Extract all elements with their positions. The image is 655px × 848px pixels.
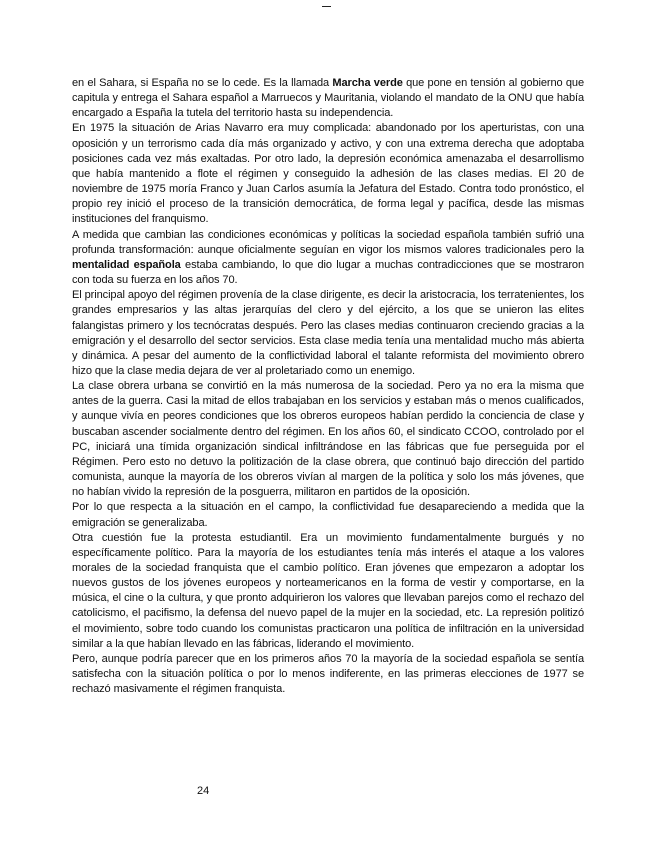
paragraph-text: En 1975 la situación de Arias Navarro era muy complicada: abandonado por los aperturistas, con una oposición y un terrorismo cada día más organizado y activo, y con una extrema derecha que adoptaba posiciones cada vez más exaltadas. Por otro lado, la depresión económica amenazaba el desarrollismo que había mantenido a flote el régimen y conseguido la adhesión de las clases medias. El 20 de noviembre de 1975 moría Franco y Juan Carlos asumía la Jefatura del Estado. Contra todo pronóstico, el propio rey inició el proceso de la transición democrática, de forma legal y pacífica, desde las mismas instituciones del franquismo. [72, 122, 584, 226]
paragraph-marcha-verde [72, 76, 584, 121]
paragraph-clase-obrera [72, 379, 584, 500]
paragraph-clase-dirigente [72, 288, 584, 379]
paragraph-sociedad-transformacion [72, 228, 584, 289]
page-number: 24 [197, 785, 210, 797]
paragraph-text: La clase obrera urbana se convirtió en la más numerosa de la sociedad. Pero ya no era la misma que antes de la guerra. Casi la mitad de ellos trabajaban en los servicios y estaban más o menos cualificados, y aunque vivía en peores condiciones que los obreros europeos habían perdido la conciencia de clase y buscaban ascender socialmente dentro del régimen. En los años 60, el sindicato CCOO, controlado por el PC, iniciará una tímida organización sindical infiltrándose en las fábricas que fue perseguida por el Régimen. Pero esto no detuvo la politización de la clase obrera, que continuó bajo dirección del partido comunista, aunque la mayoría de los obreros vivían al margen de la política y solo los más jóvenes, que no habían vivido la represión de la posguerra, militaron en partidos de la oposición. [72, 380, 584, 499]
paragraph-text: estaba cambiando, lo que dio lugar a muchas contradicciones que se mostraron con toda su fuerza en los años 70. [72, 258, 584, 287]
paragraph-text: Pero, aunque podría parecer que en los primeros años 70 la mayoría de la sociedad española se sentía satisfecha con la situación política o por lo menos indiferente, en las primeras elecciones de 1977 se rechazó masivamente el régimen franquista. [72, 652, 584, 696]
paragraph-protesta-estudiantil [72, 531, 584, 652]
paragraph-1975-arias-navarro [72, 121, 584, 227]
paragraph-text: Por lo que respecta a la situación en el campo, la conflictividad fue desapareciendo a medida que la emigración se generalizaba. [72, 501, 584, 529]
paragraph-campo [72, 500, 584, 530]
paragraph-text: Otra cuestión fue la protesta estudiantil. Era un movimiento fundamentalmente burgués y no específicamente político. Para la mayoría de los estudiantes tenía más interés el ataque a los valores morales de la sociedad franquista que el cambio político. Eran jóvenes que empezaron a adoptar los nuevos gustos de los jóvenes europeos y norteamericanos en la forma de vestir y comportarse, en la música, el cine o la cultura, y que pronto adquirieron los valores que llevaban parejos como el rechazo del catolicismo, el pacifismo, la defensa del nuevo papel de la mujer en la sociedad, etc. La represión politizó el movimiento, sobre todo cuando los comunistas practicaron una política de infiltración en la universidad similar a la que habían llevado en las fábricas, liderando el movimiento. [72, 531, 584, 650]
page-top-mark [322, 6, 331, 7]
paragraph-text: en el Sahara, si España no se lo cede. Es la llamada [72, 77, 333, 89]
bold-term-mentalidad-espanola: mentalidad española [72, 258, 181, 271]
paragraph-text: El principal apoyo del régimen provenía de la clase dirigente, es decir la aristocracia, los terratenientes, los grandes empresarios y las altas jerarquías del clero y del ejército, a los que se unieron las elites falangistas primero y los tecnócratas después. Pero las clases medias continuaron creciendo gracias a la emigración y el desarrollo del sector servicios. Esta clase media tenía una mentalidad mucho más abierta y dinámica. A pesar del aumento de la conflictividad laboral el talante reformista del movimiento obrero hizo que la clase media dejara de ver al proletariado como un enemigo. [72, 289, 584, 377]
bold-term-marcha-verde: Marcha verde [332, 77, 403, 89]
paragraph-elecciones-1977 [72, 652, 584, 697]
paragraph-text: A medida que cambian las condiciones económicas y políticas la sociedad española también sufrió una profunda transformación: aunque oficialmente seguían en vigor los mismos valores tradicionales pero la [72, 228, 584, 256]
paragraph-text: que pone en tensión al gobierno que capitula y entrega el Sahara español a Marruecos y Mauritania, violando el mandato de la ONU que había encargado a España la tutela del territorio hasta su independencia. [72, 77, 584, 120]
document-body [72, 76, 584, 697]
